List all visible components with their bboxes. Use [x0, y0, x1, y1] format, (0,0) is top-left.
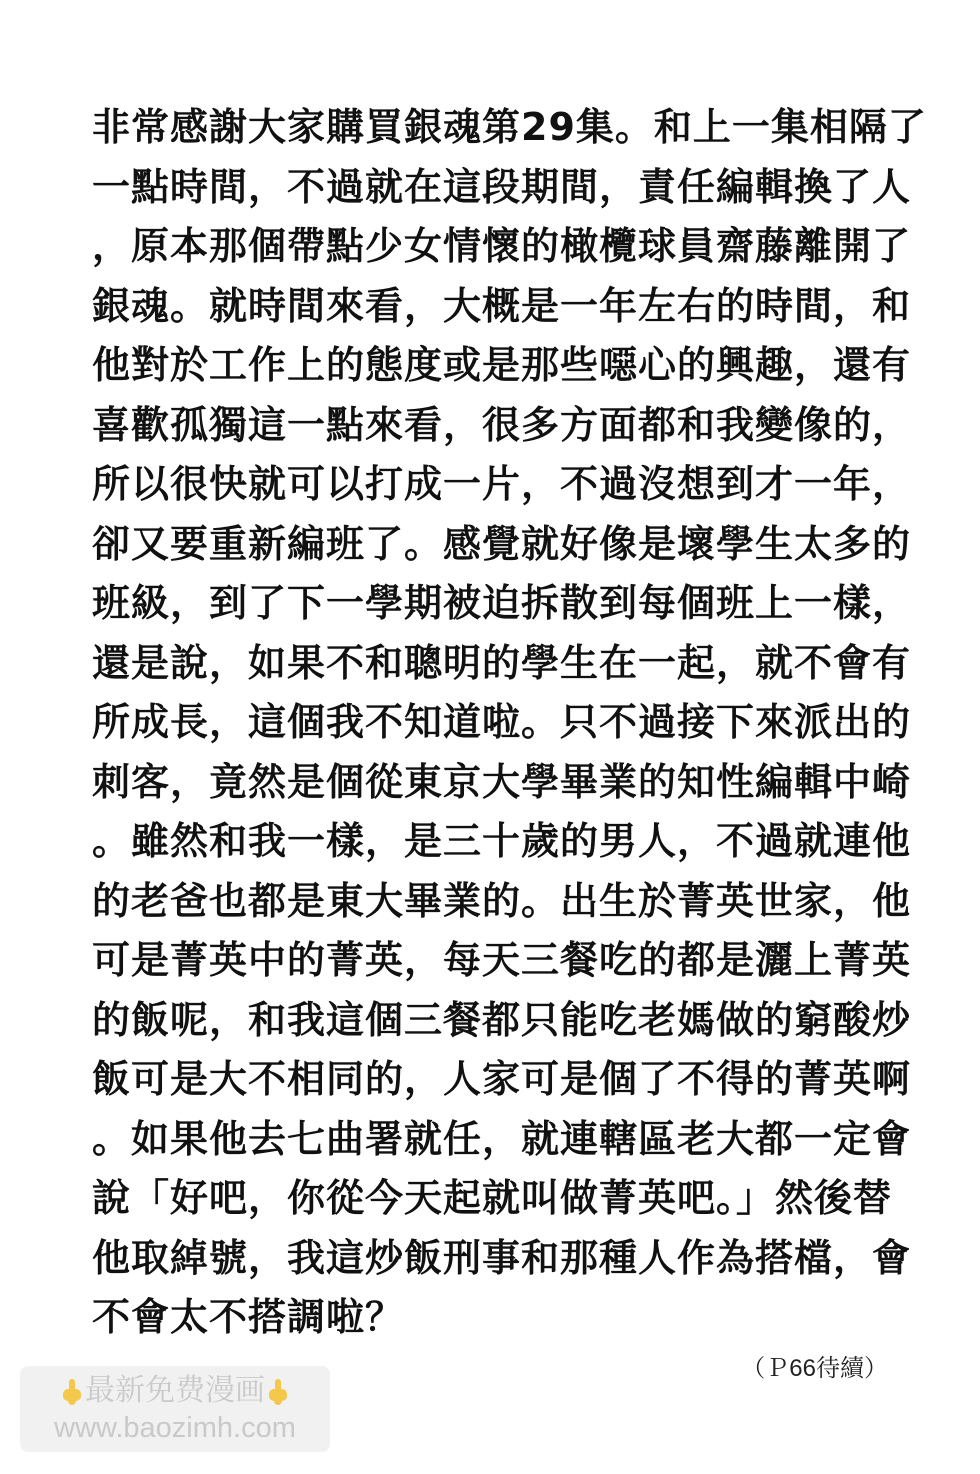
text-line: 他對於工作上的態度或是那些噁心的興趣，還有 — [92, 343, 912, 387]
text-line: 他取綽號，我這炒飯刑事和那種人作為搭檔，會 — [92, 1235, 912, 1280]
text-line: 所以很快就可以打成一片，不過沒想到才一年， — [92, 462, 912, 506]
text-line: 銀魂。就時間來看，大概是一年左右的時間，和 — [92, 283, 912, 328]
text-line: 的老爸也都是東大畢業的。出生於菁英世家，他 — [92, 878, 912, 923]
text-line: 飯可是大不相同的，人家可是個了不得的菁英啊 — [92, 1057, 912, 1101]
text-line: 說「好吧，你從今天起就叫做菁英吧。」然後替 — [92, 1176, 893, 1220]
text-line: 。雖然和我一樣，是三十歲的男人，不過就連他 — [92, 819, 912, 863]
watermark-title: 最新免费漫画 — [85, 1373, 265, 1408]
watermark-url[interactable]: www.baozimh.com — [54, 1412, 296, 1444]
text-line: 班級，到了下一學期被迫拆散到每個班上一樣， — [92, 581, 912, 625]
pointing-down-hand-icon — [265, 1377, 291, 1407]
text-line: 一點時間，不過就在這段期間，責任編輯換了人 — [92, 164, 912, 209]
text-line: ，原本那個帶點少女情懷的橄欖球員齋藤離開了 — [92, 224, 912, 268]
text-line: 可是菁英中的菁英，每天三餐吃的都是灑上菁英 — [92, 938, 912, 982]
pointing-down-hand-icon — [59, 1377, 85, 1407]
text-line: 非常感謝大家購買銀魂第29集。和上一集相隔了 — [92, 105, 927, 149]
watermark-badge[interactable] — [20, 1366, 330, 1452]
text-line: 喜歡孤獨這一點來看，很多方面都和我變像的， — [92, 402, 912, 447]
watermark-title-row — [20, 1372, 330, 1410]
afterword-text — [92, 98, 927, 1348]
text-line: 還是說，如果不和聰明的學生在一起，就不會有 — [92, 640, 912, 685]
text-line: 卻又要重新編班了。感覺就好像是壞學生太多的 — [92, 521, 912, 566]
text-line: 的飯呢，和我這個三餐都只能吃老媽做的窮酸炒 — [92, 997, 912, 1042]
text-line: 。如果他去七曲署就任，就連轄區老大都一定會 — [92, 1116, 912, 1161]
text-line: 不會太不搭調啦？ — [92, 1295, 405, 1339]
to-be-continued-note: （Ｐ66待續） — [741, 1355, 888, 1382]
text-line: 所成長，這個我不知道啦。只不過接下來派出的 — [92, 700, 912, 744]
text-line: 刺客，竟然是個從東京大學畢業的知性編輯中崎 — [92, 759, 912, 804]
